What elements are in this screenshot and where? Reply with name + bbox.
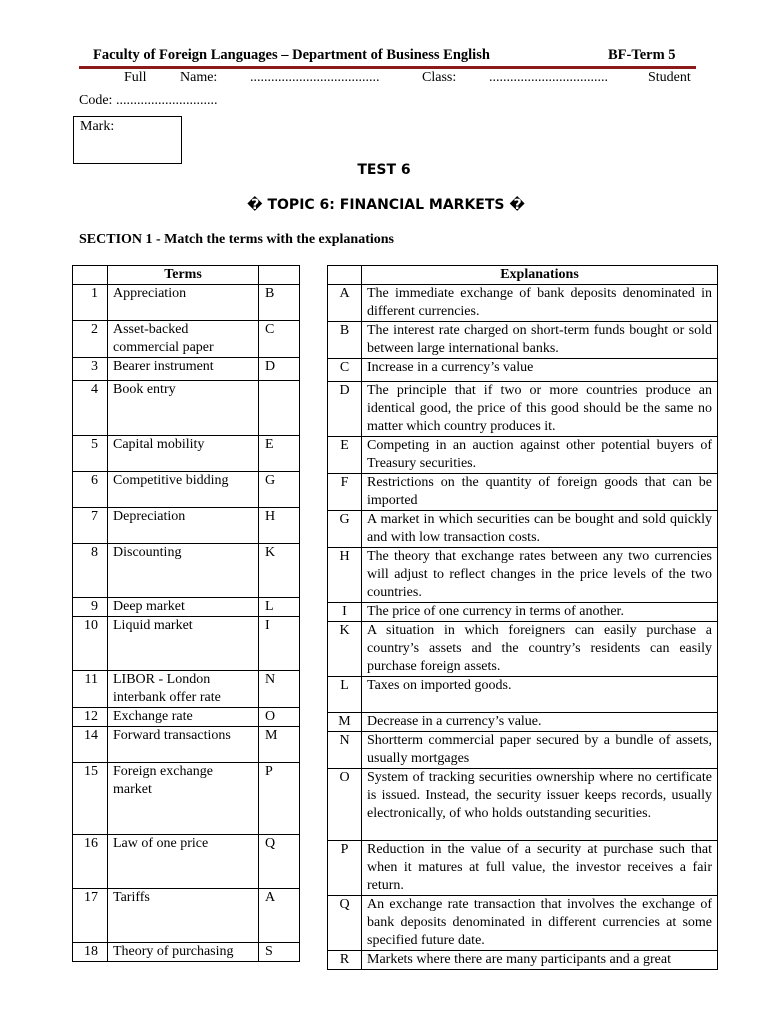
answer-cell[interactable]: L: [259, 598, 300, 617]
explanation-text: System of tracking securities ownership where no certificate is issued. Instead, the security issuer keeps records, usually electronically, of who holds outstanding securities.: [362, 769, 718, 841]
terms-num-header: [73, 266, 108, 285]
term-cell: Book entry: [108, 381, 259, 436]
student-label: Student: [648, 70, 691, 85]
answer-cell[interactable]: G: [259, 472, 300, 508]
term-number: 1: [73, 285, 108, 321]
explanation-letter: L: [328, 677, 362, 713]
explanations-table-row: [328, 841, 718, 896]
term-number: 8: [73, 544, 108, 598]
answer-cell[interactable]: M: [259, 727, 300, 763]
explanations-header: Explanations: [362, 266, 718, 285]
explanation-letter: C: [328, 359, 362, 382]
terms-table-row: [73, 472, 300, 508]
answer-cell[interactable]: A: [259, 889, 300, 943]
term-cell: Asset-backed commercial paper: [108, 321, 259, 358]
term-cell: Foreign exchange market: [108, 763, 259, 835]
explanation-letter: R: [328, 951, 362, 970]
student-info-line: [79, 70, 696, 90]
term-number: 11: [73, 671, 108, 708]
explanation-letter: D: [328, 382, 362, 437]
explanation-text: Decrease in a currency’s value.: [362, 713, 718, 732]
explanation-letter: O: [328, 769, 362, 841]
terms-table-row: [73, 321, 300, 358]
terms-table-row: [73, 598, 300, 617]
answer-cell[interactable]: N: [259, 671, 300, 708]
explanations-table-row: [328, 322, 718, 359]
answer-cell[interactable]: H: [259, 508, 300, 544]
header-term: BF-Term 5: [608, 47, 676, 63]
explanation-text: A market in which securities can be bought and sold quickly and with low transaction costs.: [362, 511, 718, 548]
term-number: 3: [73, 358, 108, 381]
terms-table-row: [73, 544, 300, 598]
answer-cell[interactable]: P: [259, 763, 300, 835]
terms-table-row: [73, 617, 300, 671]
explanations-table-row: [328, 511, 718, 548]
terms-answer-header: [259, 266, 300, 285]
section-title: SECTION 1 - Match the terms with the explanations: [79, 232, 394, 247]
terms-table: [72, 265, 300, 962]
term-number: 17: [73, 889, 108, 943]
explanations-table-row: [328, 474, 718, 511]
term-cell: Depreciation: [108, 508, 259, 544]
explanation-letter: F: [328, 474, 362, 511]
terms-table-row: [73, 508, 300, 544]
full-label: Full: [124, 70, 147, 85]
term-number: 6: [73, 472, 108, 508]
terms-table-row: [73, 835, 300, 889]
answer-cell[interactable]: O: [259, 708, 300, 727]
explanation-letter: A: [328, 285, 362, 322]
explanations-table: [327, 265, 718, 970]
explanation-text: An exchange rate transaction that involves the exchange of bank deposits denominated in different currencies at some specified future date.: [362, 896, 718, 951]
student-code-field[interactable]: Code: .............................: [79, 93, 218, 108]
explanations-table-row: [328, 285, 718, 322]
explanations-table-row: [328, 359, 718, 382]
answer-cell[interactable]: B: [259, 285, 300, 321]
explanation-letter: G: [328, 511, 362, 548]
term-cell: Forward transactions: [108, 727, 259, 763]
term-cell: Liquid market: [108, 617, 259, 671]
explanation-text: The theory that exchange rates between any two currencies will adjust to reflect changes in the price levels of the two countries.: [362, 548, 718, 603]
term-number: 7: [73, 508, 108, 544]
explanation-text: Shortterm commercial paper secured by a bundle of assets, usually mortgages: [362, 732, 718, 769]
term-cell: Exchange rate: [108, 708, 259, 727]
term-number: 15: [73, 763, 108, 835]
explanation-letter: K: [328, 622, 362, 677]
terms-header-row: [73, 266, 300, 285]
terms-table-row: [73, 943, 300, 962]
terms-table-row: [73, 889, 300, 943]
explanation-text: Markets where there are many participants and a great: [362, 951, 718, 970]
terms-table-row: [73, 381, 300, 436]
explanations-header-row: [328, 266, 718, 285]
explanation-text: A situation in which foreigners can easily purchase a country’s assets and the country’s residents can easily purchase foreign assets.: [362, 622, 718, 677]
answer-cell[interactable]: S: [259, 943, 300, 962]
term-number: 14: [73, 727, 108, 763]
explanation-text: Taxes on imported goods.: [362, 677, 718, 713]
explanation-text: The interest rate charged on short-term funds bought or sold between large international banks.: [362, 322, 718, 359]
term-cell: Competitive bidding: [108, 472, 259, 508]
answer-cell[interactable]: Q: [259, 835, 300, 889]
terms-table-row: [73, 727, 300, 763]
explanations-table-row: [328, 896, 718, 951]
test-title: TEST 6: [357, 162, 411, 178]
class-label: Class:: [422, 70, 457, 85]
terms-table-row: [73, 285, 300, 321]
explanations-letter-header: [328, 266, 362, 285]
term-cell: Tariffs: [108, 889, 259, 943]
explanations-table-row: [328, 548, 718, 603]
mark-box[interactable]: [73, 116, 182, 164]
explanations-table-row: [328, 677, 718, 713]
explanations-table-row: [328, 732, 718, 769]
explanations-table-row: [328, 382, 718, 437]
explanations-table-row: [328, 769, 718, 841]
terms-table-row: [73, 358, 300, 381]
explanation-text: Increase in a currency’s value: [362, 359, 718, 382]
terms-header: Terms: [108, 266, 259, 285]
explanation-letter: B: [328, 322, 362, 359]
name-field[interactable]: .....................................: [250, 70, 380, 85]
explanation-letter: N: [328, 732, 362, 769]
explanation-text: Reduction in the value of a security at purchase such that when it matures at full value, the investor receives a fair return.: [362, 841, 718, 896]
term-cell: Capital mobility: [108, 436, 259, 472]
explanations-table-row: [328, 713, 718, 732]
answer-cell[interactable]: I: [259, 617, 300, 671]
answer-cell[interactable]: [259, 381, 300, 436]
explanation-letter: P: [328, 841, 362, 896]
term-cell: Bearer instrument: [108, 358, 259, 381]
term-number: 5: [73, 436, 108, 472]
term-number: 10: [73, 617, 108, 671]
terms-table-row: [73, 708, 300, 727]
answer-cell[interactable]: D: [259, 358, 300, 381]
term-number: 16: [73, 835, 108, 889]
name-label: Name:: [180, 70, 218, 85]
term-number: 2: [73, 321, 108, 358]
term-cell: LIBOR - London interbank offer rate: [108, 671, 259, 708]
explanation-letter: E: [328, 437, 362, 474]
term-cell: Appreciation: [108, 285, 259, 321]
explanation-text: The price of one currency in terms of another.: [362, 603, 718, 622]
explanation-letter: I: [328, 603, 362, 622]
explanation-letter: Q: [328, 896, 362, 951]
explanations-table-row: [328, 622, 718, 677]
explanation-letter: M: [328, 713, 362, 732]
term-number: 12: [73, 708, 108, 727]
answer-cell[interactable]: K: [259, 544, 300, 598]
terms-table-row: [73, 763, 300, 835]
explanation-text: Competing in an auction against other potential buyers of Treasury securities.: [362, 437, 718, 474]
explanations-table-row: [328, 437, 718, 474]
term-cell: Discounting: [108, 544, 259, 598]
explanations-table-row: [328, 603, 718, 622]
page-header: [93, 47, 693, 67]
explanation-text: The principle that if two or more countries produce an identical good, the price of this good should be the same no matter which country produces it.: [362, 382, 718, 437]
topic-title: � TOPIC 6: FINANCIAL MARKETS �: [247, 197, 525, 213]
class-field[interactable]: ..................................: [489, 70, 608, 85]
explanation-text: The immediate exchange of bank deposits denominated in different currencies.: [362, 285, 718, 322]
answer-cell[interactable]: E: [259, 436, 300, 472]
term-number: 18: [73, 943, 108, 962]
term-cell: Deep market: [108, 598, 259, 617]
mark-label: Mark:: [80, 119, 115, 134]
explanations-table-row: [328, 951, 718, 970]
terms-table-row: [73, 671, 300, 708]
explanation-text: Restrictions on the quantity of foreign goods that can be imported: [362, 474, 718, 511]
header-department: Faculty of Foreign Languages – Department of Business English: [93, 47, 490, 63]
explanation-letter: H: [328, 548, 362, 603]
term-number: 9: [73, 598, 108, 617]
answer-cell[interactable]: C: [259, 321, 300, 358]
term-cell: Law of one price: [108, 835, 259, 889]
terms-table-row: [73, 436, 300, 472]
term-cell: Theory of purchasing: [108, 943, 259, 962]
header-rule: [79, 66, 696, 69]
term-number: 4: [73, 381, 108, 436]
